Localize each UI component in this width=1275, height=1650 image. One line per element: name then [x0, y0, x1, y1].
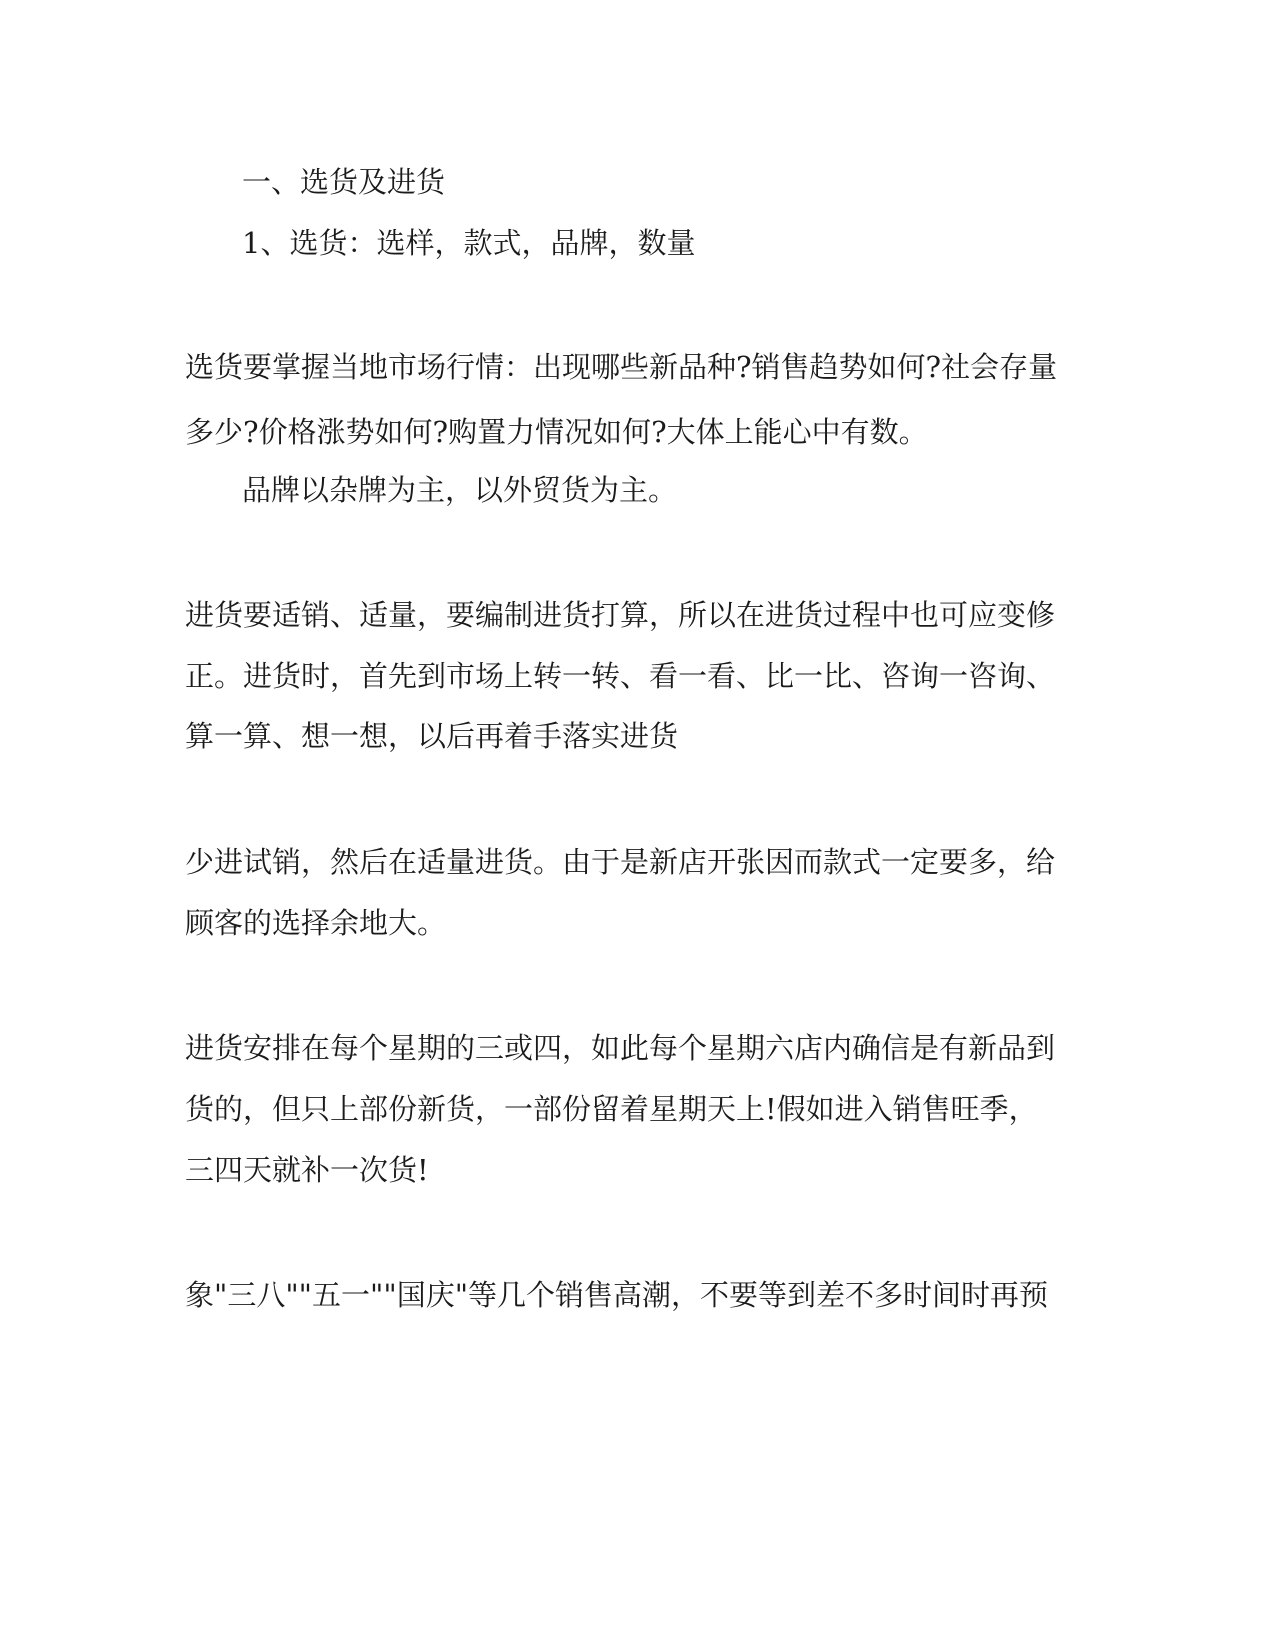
paragraph-line: 品牌以杂牌为主，以外贸货为主。 — [242, 473, 678, 507]
paragraph-line: 三四天就补一次货! — [185, 1153, 429, 1187]
paragraph-line: 货的，但只上部份新货，一部份留着星期天上!假如进入销售旺季， — [185, 1092, 1038, 1126]
paragraph-line: 顾客的选择余地大。 — [185, 906, 447, 940]
section-heading: 一、选货及进货 — [242, 165, 446, 199]
paragraph-line: 进货安排在每个星期的三或四，如此每个星期六店内确信是有新品到 — [185, 1031, 1056, 1065]
paragraph-line: 进货要适销、适量，要编制进货打算，所以在进货过程中也可应变修 — [185, 598, 1056, 632]
paragraph-line: 算一算、想一想，以后再着手落实进货 — [185, 719, 679, 753]
subsection-heading: 1、选货：选样，款式，品牌，数量 — [242, 226, 696, 260]
paragraph-line: 少进试销，然后在适量进货。由于是新店开张因而款式一定要多，给 — [185, 845, 1056, 879]
paragraph-line: 象"三八""五一""国庆"等几个销售高潮，不要等到差不多时间时再预 — [185, 1278, 1049, 1312]
paragraph-line: 选货要掌握当地市场行情：出现哪些新品种?销售趋势如何?社会存量 — [185, 350, 1058, 384]
paragraph-line: 多少?价格涨势如何?购置力情况如何?大体上能心中有数。 — [185, 415, 928, 449]
paragraph-line: 正。进货时，首先到市场上转一转、看一看、比一比、咨询一咨询、 — [185, 659, 1056, 693]
